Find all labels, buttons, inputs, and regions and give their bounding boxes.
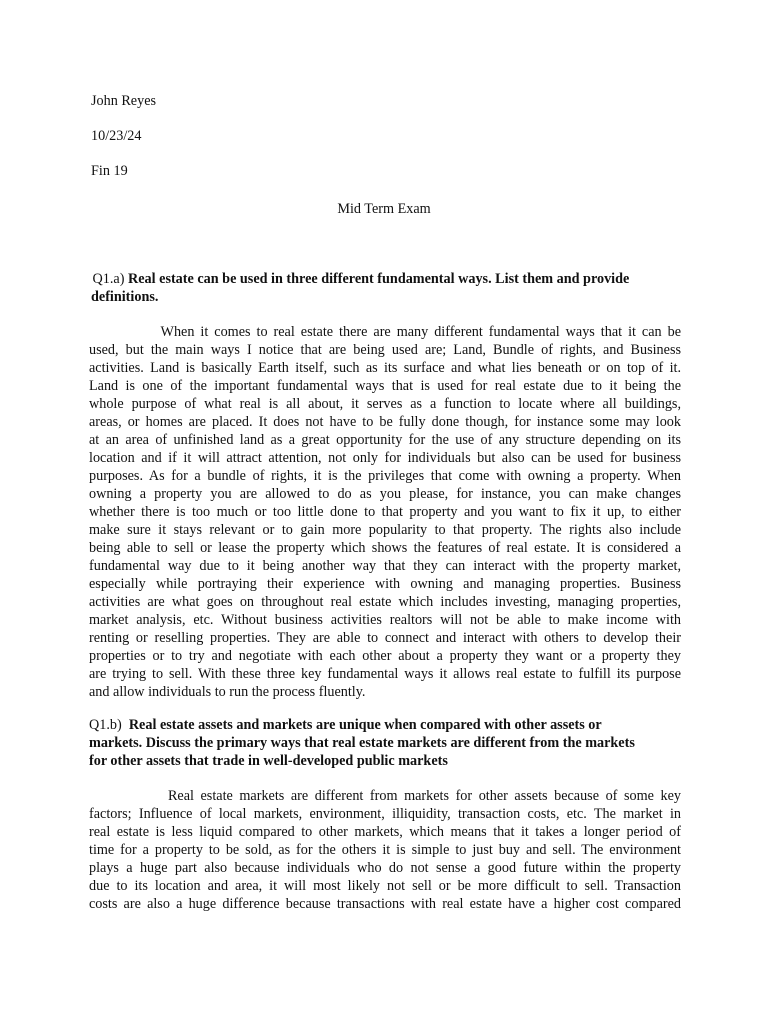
q1b-question-line-2: markets. Discuss the primary ways that real estate markets are different from the markets: [89, 735, 635, 751]
q1b-answer-line: Real estate markets are different from markets for other assets because of some key: [89, 788, 681, 804]
q1a-answer-line: renting or reselling properties. They are able to connect and interact with others to develop their: [89, 630, 681, 646]
course-name: Fin 19: [91, 163, 128, 179]
q1a-question-line-1: [89, 271, 629, 289]
q1b-question-text-1: Real estate assets and markets are unique when compared with other assets or: [128, 717, 602, 733]
q1a-answer-line: areas, or homes are placed. It does not have to be fully done though, for instance some may look: [89, 414, 681, 430]
q1a-answer-line: fundamental way due to it being another way that they can interact with the property market,: [89, 558, 681, 574]
q1a-answer-line: Land is one of the important fundamental ways that is used for real estate due to it being the: [89, 378, 681, 394]
q1a-answer-line: market analysis, etc. Without business activities realtors will not be able to make income with: [89, 612, 681, 628]
document-date: 10/23/24: [91, 128, 142, 144]
q1a-answer-line: especially while portraying their experience with owning and managing properties. Business: [89, 576, 681, 592]
q1a-answer-line: whether there is too much or too little done to that property and you want to fix it up, to either: [89, 504, 681, 520]
q1a-answer-line: location and if it will attract attention, not only for individuals but also can be used for business: [89, 450, 681, 466]
document-title: Mid Term Exam: [337, 201, 431, 217]
q1b-answer-paragraph: [89, 788, 681, 914]
q1b-label: Q1.b): [89, 717, 129, 733]
q1a-answer-line: being able to sell or lease the property which shows the features of real estate. It is considered a: [89, 540, 681, 556]
q1a-answer-line: whole purpose of what real is all about, it serves as a function to locate where all buildings,: [89, 396, 681, 412]
q1a-answer-line: activities. Land is basically Earth itself, such as its surface and what lies beneath or on top of it.: [89, 360, 681, 376]
q1a-label: Q1.a): [89, 271, 129, 287]
q1a-answer-line: activities are what goes on throughout real estate which includes investing, managing properties,: [89, 594, 681, 610]
q1a-answer-line: properties or to try and negotiate with each other about a property they want or a property they: [89, 648, 681, 664]
q1a-answer-line: make sure it stays relevant or to gain more popularity to that property. The rights also include: [89, 522, 681, 538]
q1b-answer-line: costs are also a huge difference because transactions with real estate have a higher cost compared: [89, 896, 681, 912]
q1a-answer-line: and allow individuals to run the process fluently.: [89, 684, 366, 700]
q1b-answer-line: factors; Influence of local markets, environment, illiquidity, transaction costs, etc. The market in: [89, 806, 681, 822]
q1a-answer-line: When it comes to real estate there are many different fundamental ways that it can be: [89, 324, 681, 340]
q1a-question-text-1: Real estate can be used in three different fundamental ways. List them and provide: [128, 271, 630, 287]
q1a-question-line-2: definitions.: [91, 289, 159, 305]
q1a-answer-line: at an area of unfinished land as a great opportunity for the use of any structure depending on its: [89, 432, 681, 448]
q1a-answer-line: are trying to sell. With these three key fundamental ways it allows real estate to fulfill its purpose: [89, 666, 681, 682]
q1b-answer-line: real estate is less liquid compared to other markets, which means that it takes a longer period of: [89, 824, 681, 840]
q1a-answer-paragraph: [89, 324, 681, 702]
q1b-question-line-3: for other assets that trade in well-developed public markets: [89, 753, 448, 769]
q1b-answer-line: time for a property to be sold, as for the others it is simple to just buy and sell. The environment: [89, 842, 681, 858]
q1a-answer-line: purposes. As for a bundle of rights, it is the privileges that come with owning a property. When: [89, 468, 681, 484]
author-name: John Reyes: [91, 93, 157, 109]
q1b-question-line-1: [89, 717, 602, 735]
q1a-answer-line: owning a property you are allowed to do as you please, for instance, you can make changes: [89, 486, 681, 502]
q1b-answer-line: due to its location and area, it will most likely not sell or be more difficult to sell. Transaction: [89, 878, 681, 894]
q1b-answer-line: plays a huge part also because individuals who do not sense a good future within the property: [89, 860, 681, 876]
q1a-answer-line: used, but the main ways I notice that are being used are; Land, Bundle of rights, and Business: [89, 342, 681, 358]
